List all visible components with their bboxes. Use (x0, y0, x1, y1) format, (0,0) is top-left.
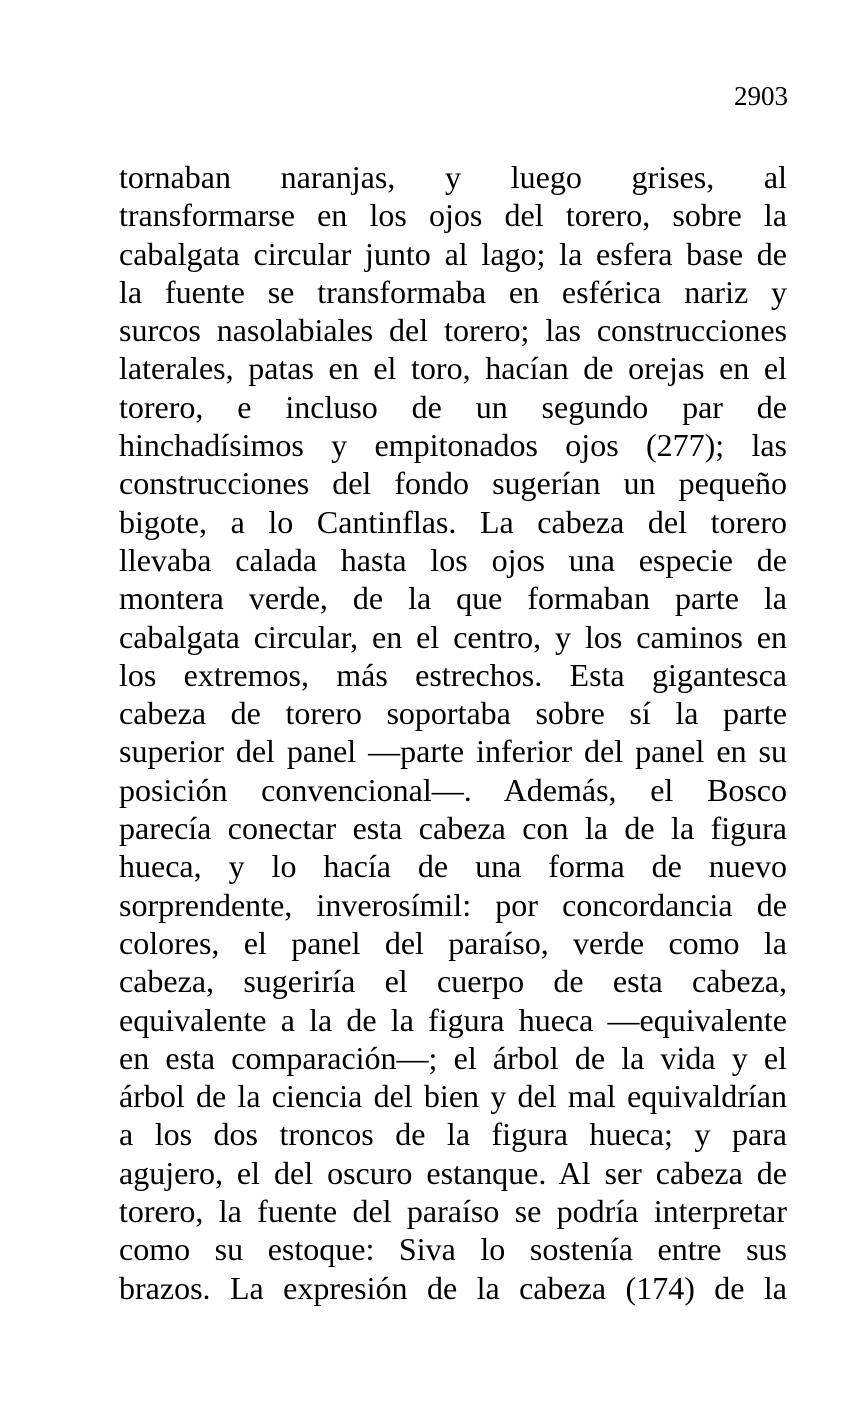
text-line-6: laterales, patas en el toro, hacían de orejas en el (119, 350, 787, 387)
text-line-13: cabalgata circular, en el centro, y los caminos en (119, 618, 787, 655)
text-line-25: árbol de la ciencia del bien y del mal equivaldrían (119, 1078, 787, 1115)
text-line-24: en esta comparación—; el árbol de la vida y el (119, 1039, 787, 1076)
text-line-17: posición convencional—. Además, el Bosco (119, 771, 787, 808)
text-line-26: a los dos troncos de la figura hueca; y para (119, 1116, 787, 1153)
text-line-19: hueca, y lo hacía de una forma de nuevo (119, 848, 787, 885)
text-line-29: como su estoque: Siva lo sostenía entre sus (119, 1231, 787, 1268)
text-line-12: montera verde, de la que formaban parte la (119, 580, 787, 617)
text-line-8: hinchadísimos y empitonados ojos (277); las (119, 427, 787, 464)
text-line-22: cabeza, sugeriría el cuerpo de esta cabeza, (119, 963, 787, 1000)
text-line-15: cabeza de torero soportaba sobre sí la parte (119, 695, 787, 732)
text-line-16: superior del panel —parte inferior del panel en su (119, 733, 787, 770)
text-line-11: llevaba calada hasta los ojos una especie de (119, 541, 787, 578)
text-line-3: cabalgata circular junto al lago; la esfera base de (119, 235, 787, 272)
text-line-23: equivalente a la de la figura hueca —equivalente (119, 1001, 787, 1038)
text-line-27: agujero, el del oscuro estanque. Al ser cabeza de (119, 1154, 787, 1191)
text-line-14: los extremos, más estrechos. Esta gigantesca (119, 656, 787, 693)
text-line-20: sorprendente, inverosímil: por concordancia de (119, 886, 787, 923)
text-line-2: transformarse en los ojos del torero, sobre la (119, 197, 787, 234)
text-line-18: parecía conectar esta cabeza con la de la figura (119, 810, 787, 847)
text-line-7: torero, e incluso de un segundo par de (119, 388, 787, 425)
text-line-21: colores, el panel del paraíso, verde como la (119, 924, 787, 961)
text-line-1: tornaban naranjas, y luego grises, al (119, 159, 787, 195)
text-line-4: la fuente se transformaba en esférica nariz y (119, 273, 787, 310)
text-line-28: torero, la fuente del paraíso se podría interpretar (119, 1193, 787, 1230)
text-line-30: brazos. La expresión de la cabeza (174) de la (119, 1269, 787, 1306)
body-text (119, 158, 787, 1307)
text-line-10: bigote, a lo Cantinflas. La cabeza del torero (119, 503, 787, 540)
page-number: 2903 (734, 81, 788, 111)
text-line-9: construcciones del fondo sugerían un pequeño (119, 465, 787, 502)
text-line-5: surcos nasolabiales del torero; las construcciones (119, 312, 787, 349)
